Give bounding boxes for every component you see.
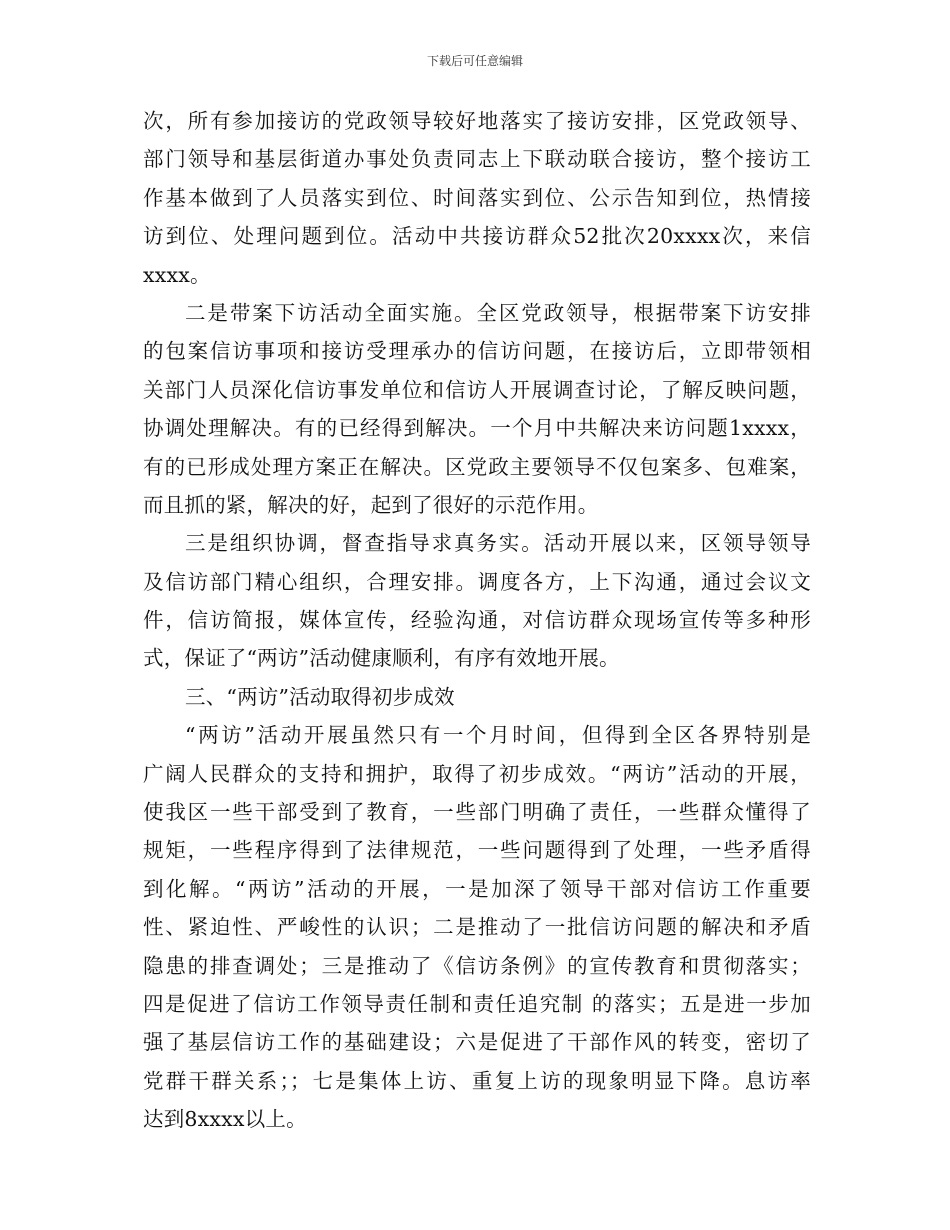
text-line: 件，信访简报，媒体宣传，经验沟通，对信访群众现场宣传等多种形 [143, 608, 811, 633]
text-line: 协调处理解决。有的已经得到解决。一个月中共解决来访问题1xxxx， [143, 416, 811, 441]
text-line: 及信访部门精心组织，合理安排。调度各方，上下沟通，通过会议文 [143, 569, 811, 594]
text-line: “两访”活动开展虽然只有一个月时间，但得到全区各界特别是 [185, 723, 811, 748]
text-line: 到化解。“两访”活动的开展，一是加深了领导干部对信访工作重要 [143, 876, 811, 901]
text-line: 的包案信访事项和接访受理承办的信访问题，在接访后，立即带领相 [143, 339, 811, 364]
text-line: 达到8xxxx以上。 [143, 1107, 307, 1132]
text-line: 四是促进了信访工作领导责任制和责任追究制 的落实；五是进一步加 [143, 991, 811, 1016]
text-line: 隐患的排查调处；三是推动了《信访条例》的宣传教育和贯彻落实； [143, 953, 811, 978]
page-header: 下载后可任意编辑 [426, 54, 523, 68]
text-line: 二是带案下访活动全面实施。全区党政领导，根据带案下访安排 [185, 300, 811, 325]
text-line: 三是组织协调，督查指导求真务实。活动开展以来，区领导领导 [185, 531, 811, 556]
text-line: 使我区一些干部受到了教育，一些部门明确了责任，一些群众懂得了 [143, 800, 811, 825]
text-line: 次，所有参加接访的党政领导较好地落实了接访安排，区党政领导、 [143, 109, 811, 133]
section-heading: 三、“两访”活动取得初步成效 [185, 684, 455, 709]
text-line: 党群干群关系；；七是集体上访、重复上访的现象明显下降。息访率 [143, 1068, 811, 1093]
document-body [143, 102, 811, 1139]
text-line: 访到位、处理问题到位。活动中共接访群众52批次20xxxx次，来信 [143, 224, 811, 249]
text-line: 性、紧迫性、严峻性的认识；二是推动了一批信访问题的解决和矛盾 [143, 915, 811, 940]
text-line: 式，保证了“两访”活动健康顺利，有序有效地开展。 [143, 646, 620, 671]
text-line: 而且抓的紧，解决的好，起到了很好的示范作用。 [143, 492, 599, 517]
text-line: xxxx。 [143, 262, 211, 287]
text-line: 规矩，一些程序得到了法律规范，一些问题得到了处理，一些矛盾得 [143, 838, 811, 863]
text-line: 部门领导和基层街道办事处负责同志上下联动联合接访，整个接访工 [143, 147, 811, 172]
text-line: 有的已形成处理方案正在解决。区党政主要领导不仅包案多、包难案， [143, 454, 811, 479]
text-line: 关部门人员深化信访事发单位和信访人开展调查讨论，了解反映问题， [143, 377, 811, 402]
text-line: 强了基层信访工作的基础建设；六是促进了干部作风的转变，密切了 [143, 1030, 811, 1055]
text-line: 作基本做到了人员落实到位、时间落实到位、公示告知到位，热情接 [143, 185, 811, 210]
text-line: 广阔人民群众的支持和拥护，取得了初步成效。“两访”活动的开展， [143, 761, 811, 786]
